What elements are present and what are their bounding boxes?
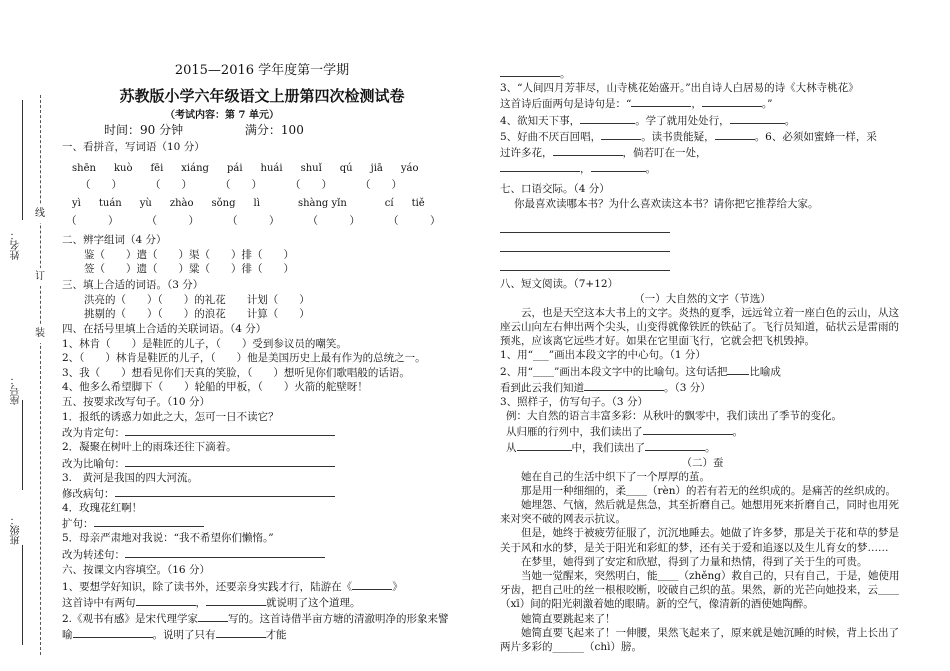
left-column (62, 58, 462, 643)
answer-boxes-row-2 (66, 214, 462, 228)
seat-field-line[interactable] (22, 400, 23, 490)
r-line-2 (500, 95, 905, 111)
r-line-6: ， 。 (500, 160, 905, 176)
s2-line-1: 鉴（ ）遣（ ）渠（ ）排（ ） (84, 249, 294, 262)
r-text: 看到此云我们知道 (500, 381, 584, 394)
pinyin: qú (339, 162, 353, 174)
answer-blank[interactable] (73, 626, 153, 638)
r-line-1: 3、“人间四月芳菲尽，山寺桃花始盛开。”出自诗人白居易的诗《大林寺桃花》 (500, 82, 859, 95)
exam-subtitle: （考试内容：第 7 单元） (165, 109, 279, 121)
cut-mark-line: 线 (34, 205, 46, 223)
answer-blank[interactable] (206, 594, 266, 606)
r-text: 。（3 分） (664, 381, 711, 394)
answer-label: 改为比喻句： (62, 457, 125, 470)
passage-1-title: （一）大自然的文字（节选） (634, 292, 771, 305)
s6-text: 。说明了只有 (152, 629, 216, 642)
s2-line-2: 签（ ）遗（ ）粱（ ）徘（ ） (84, 263, 294, 276)
s5-q4: 4．玫瑰花红啊！ (62, 502, 143, 515)
answer-blank[interactable] (125, 424, 335, 436)
pinyin: pái (226, 162, 243, 174)
answer-blank[interactable] (517, 439, 572, 451)
answer-box[interactable]: （ ） (290, 179, 332, 192)
answer-blank[interactable] (115, 485, 335, 497)
s4-line-1: 1、林肯（ ）是鞋匠的儿子，（ ）受到参议员的嘲笑。 (62, 338, 347, 351)
pinyin: sǒng (211, 198, 236, 210)
pinyin: shēn (72, 162, 96, 174)
s6-text: ， (195, 597, 206, 610)
s7-question: 你最喜欢读哪本书？为什么喜欢读这本书？请你把它推荐给大家。 (514, 198, 819, 211)
s4-line-2: 2、（ ）林肯是鞋匠的儿子，（ ）他是美国历史上最有作为的总统之一。 (62, 352, 426, 365)
s4-line-4: 4、他多么希望脚下（ ）轮船的甲板，（ ）火箭的舵壁呀！ (62, 380, 368, 393)
s6-text: 1、要想学好知识，除了读书外，还要亲身实践才行，陆游在《 (62, 580, 353, 593)
answer-label: 修改病句： (62, 487, 115, 500)
s6-line-3 (62, 610, 462, 626)
pinyin: yì (72, 198, 81, 210)
s5-q1: 1．报纸的诱惑力如此之大，怎可一日不读它？ (62, 411, 279, 424)
s5-q1-answer (62, 424, 462, 440)
r-text: 。 (560, 68, 571, 80)
pinyin: zhào (169, 198, 194, 210)
p2-para: 那是用一种细细的，柔＿＿（rèn）的若有若无的丝织成的。是痛苦的丝织成的。 (521, 484, 896, 497)
answer-blank[interactable] (645, 439, 705, 451)
s6-text: 才能 (265, 629, 287, 642)
name-label: 姓名： (11, 230, 22, 260)
answer-blank[interactable] (500, 160, 580, 172)
s7-answer-line[interactable] (500, 256, 670, 271)
s5-q5: 5．母亲严肃地对我说：“我不希望你们懒惰。” (62, 532, 274, 545)
p1-q3-example: 例：大自然的语言丰富多彩：从秋叶的飘零中，我们读出了季节的变化。 (506, 410, 842, 423)
cut-line (40, 95, 41, 655)
r-line-0 (500, 65, 905, 81)
answer-blank[interactable] (580, 112, 635, 124)
binding-margin (0, 0, 60, 671)
answer-blank[interactable] (94, 515, 204, 527)
answer-boxes-row-1 (80, 178, 462, 192)
pinyin: jiā (370, 162, 383, 174)
s6-line-2 (62, 594, 462, 610)
p2-para: 在梦里，她得到了安定和欣慰，得到了力量和热情，得到了关于生的可贵。 (521, 555, 868, 568)
r-text: 从归雁的行列中，我们读出了 (506, 426, 643, 439)
p2-para: 但是，她终于被疲劳征服了，沉沉地睡去。她做了许多梦，那是关于花和草的梦是关于风和水的梦，是关于阳光和彩虹的梦，还有关于爱和追逐以及生儿育女的梦…… (500, 527, 899, 554)
class-field-line[interactable] (22, 545, 23, 645)
answer-blank[interactable] (643, 423, 733, 435)
answer-blank[interactable] (553, 144, 623, 156)
r-text: 比喻成 (749, 365, 781, 378)
pinyin: xiáng (181, 162, 209, 174)
answer-label: 扩句： (62, 518, 94, 531)
r-text: 过许多花， (500, 146, 553, 159)
pinyin: lì (253, 198, 260, 210)
s7-answer-line[interactable] (500, 218, 670, 233)
answer-blank[interactable] (715, 128, 755, 140)
s6-text: 》 (392, 580, 403, 593)
s6-text: 就说明了这个道理。 (266, 597, 361, 610)
r-text: ，倘若叮在一处， (622, 146, 707, 159)
p2-para: 当她一觉醒来，突然明白，能＿＿（zhěng）救自己的，只有自己，于是，她使用牙齿，把自己吐的丝一根根咬断，咬破自己织的茧。果然，新的光芒向她投来，云＿＿（xī）间的阳光刺激着她的眼睛。新的空气，像清新的酒使她陶醉。 (500, 569, 900, 611)
answer-label: 改为转述句： (62, 548, 125, 561)
pinyin: yù (139, 198, 152, 210)
p1-q2-cont (500, 379, 905, 395)
school-year: 2015—2016 学年度第一学期 (174, 63, 350, 78)
p1-q1: 1、用“___”画出本段文字的中心句。（1 分） (500, 349, 706, 362)
s5-q4-answer (62, 515, 462, 531)
p1-q2 (500, 363, 905, 379)
r-text: 。 (784, 114, 796, 127)
r-text: ， (691, 98, 702, 111)
answer-blank[interactable] (702, 95, 762, 107)
pinyin: kuò (113, 162, 133, 174)
s6-line-4 (62, 626, 462, 642)
answer-box[interactable]: （ ） (227, 214, 280, 227)
answer-blank[interactable] (125, 455, 335, 467)
s4-line-3: 3、我（ ）想看见你们天真的笑脸，（ ）想听见你们歌唱般的话语。 (62, 366, 410, 379)
r-text: 。 (732, 426, 743, 439)
pinyin-row-1 (72, 162, 462, 176)
section-6-heading: 六、按课文内容填空。（16 分） (62, 563, 210, 576)
r-line-4 (500, 128, 905, 144)
r-line-3 (500, 112, 905, 128)
right-column (500, 65, 905, 654)
s5-q3: 3. 黄河是我国的四大河流。 (62, 471, 199, 484)
answer-box[interactable]: （ ） (80, 179, 122, 192)
section-5-heading: 五、按要求改写句子。（10 分） (62, 395, 210, 408)
r-text: 。读书贵能疑， (641, 130, 715, 143)
answer-blank[interactable] (500, 65, 560, 77)
pinyin: fēi (150, 162, 164, 174)
seat-label: 座号： (11, 375, 22, 405)
answer-blank[interactable] (136, 594, 196, 606)
s5-q5-answer (62, 546, 462, 562)
answer-blank[interactable] (727, 363, 749, 375)
s6-line-1 (62, 578, 462, 594)
pinyin: shuǐ (300, 162, 322, 174)
r-text: 4、欲知天下事， (500, 114, 581, 127)
section-3-heading: 三、填上合适的词语。（3 分） (62, 278, 204, 291)
p2-para: 她简直要飞起来了！一伸腰，果然飞起来了，原来就是她沉睡的时候，背上长出了两片多彩的______（chì）膀。 (500, 626, 899, 653)
answer-blank[interactable] (730, 112, 785, 124)
answer-blank[interactable] (591, 160, 646, 172)
answer-box[interactable]: （ ） (360, 179, 402, 192)
s5-q2: 2．凝聚在树叶上的雨珠还往下滴着。 (62, 441, 237, 454)
pinyin: huái (260, 162, 283, 174)
r-text: 。” (761, 98, 773, 111)
answer-box[interactable]: （ ） (66, 214, 119, 227)
section-1-heading: 一、看拼音，写词语（10 分） (62, 141, 205, 154)
p2-para: 她埋怨、气恼，然后就是焦急，其至折磨自己。她想用死来折磨自己，同时也用死来对突不破的网表示抗议。 (500, 499, 899, 526)
s3-line-2: 挑剔的（ ）（ ）的浪花 计算（ ） (84, 307, 310, 320)
section-4-heading: 四、在括号里填上合适的关联词语。（4 分） (62, 323, 267, 336)
passage-1-text: 云，也是天空这本大书上的文字。炎热的夏季，远远耸立着一座白色的云山，从这座云山向左右伸出两个尖头，山变得就像铁匠的铁砧了。飞行员知道，砧状云是雷雨的预兆，应该离它远些才好。如果在它里面飞行，它就会把飞机毁掉。 (500, 306, 899, 348)
answer-blank[interactable] (216, 626, 266, 638)
s5-q2-answer (62, 455, 462, 471)
r-text: 2、用“＿＿”画出本段文字中的比喻句。这句话把 (500, 365, 728, 378)
s7-answer-line[interactable] (500, 237, 670, 252)
pinyin: cí (384, 198, 394, 210)
passage-2-title: （二）蚕 (681, 456, 724, 469)
s6-text: 这首诗中有两句 (62, 597, 136, 610)
answer-blank[interactable] (352, 578, 392, 590)
answer-blank[interactable] (601, 128, 641, 140)
time-score-line (104, 122, 462, 138)
cut-mark-ding: 订 (34, 268, 46, 286)
answer-box[interactable]: （ ） (220, 179, 262, 192)
pinyin-row-2 (72, 197, 462, 211)
exam-title: 苏教版小学六年级语文上册第四次检测试卷 (119, 86, 405, 105)
answer-blank[interactable] (631, 95, 691, 107)
pinyin: tiě (411, 198, 425, 210)
s3-line-1: 洪亮的（ ）（ ）的礼花 计划（ ） (84, 293, 310, 306)
cut-mark-zhuang: 装 (34, 325, 46, 343)
exam-time: 时间：90 分钟 (104, 123, 184, 138)
r-text: 。 (705, 442, 716, 455)
section-2-heading: 二、辨字组词（4 分） (62, 234, 167, 246)
answer-box[interactable]: （ ） (150, 179, 192, 192)
r-text: 从 (506, 442, 517, 455)
answer-blank[interactable] (198, 610, 228, 622)
p1-q3-a (500, 423, 905, 439)
section-7-heading: 七、口语交际。（4 分） (500, 183, 610, 196)
p2-para: 她在自己的生活中织下了一个厚厚的茧。 (521, 470, 710, 483)
answer-label: 改为肯定句： (62, 427, 125, 440)
pinyin: yáo (400, 162, 419, 174)
s6-text: 2.《观书有感》是宋代理学家 (62, 613, 199, 626)
exam-score: 满分：100 (244, 123, 304, 138)
s6-text: 喻 (62, 629, 73, 642)
answer-blank[interactable] (125, 546, 325, 558)
answer-box[interactable]: （ ） (388, 214, 441, 227)
r-text: 这首诗后面两句是诗句是：“ (500, 98, 632, 111)
answer-blank[interactable] (584, 379, 664, 391)
s5-q3-answer (62, 485, 462, 501)
p1-q3: 3、照样子，仿写句子。（3 分） (500, 395, 648, 408)
p2-para: 她简直要跳起来了！ (521, 612, 616, 625)
s6-text: 写的。这首诗借半亩方塘的清澈明净的形象来譬 (228, 613, 449, 626)
r-text: 5、好曲不厌百回唱， (500, 130, 602, 143)
r-text: 。学了就用处处行， (635, 114, 730, 127)
r-line-5 (500, 144, 905, 160)
pinyin: shàng yǐn (297, 198, 347, 210)
answer-box[interactable]: （ ） (307, 214, 360, 227)
answer-box[interactable]: （ ） (146, 214, 199, 227)
section-8-heading: 八、短文阅读。（7+12） (500, 277, 619, 290)
r-text: 。 (645, 163, 656, 176)
class-label: 班级： (11, 515, 22, 545)
r-text: 。6、必须如蜜蜂一样，采 (754, 130, 877, 143)
r-text: 中，我们读出了 (571, 442, 645, 455)
pinyin: tuán (98, 198, 122, 210)
p1-q3-b (500, 439, 905, 455)
